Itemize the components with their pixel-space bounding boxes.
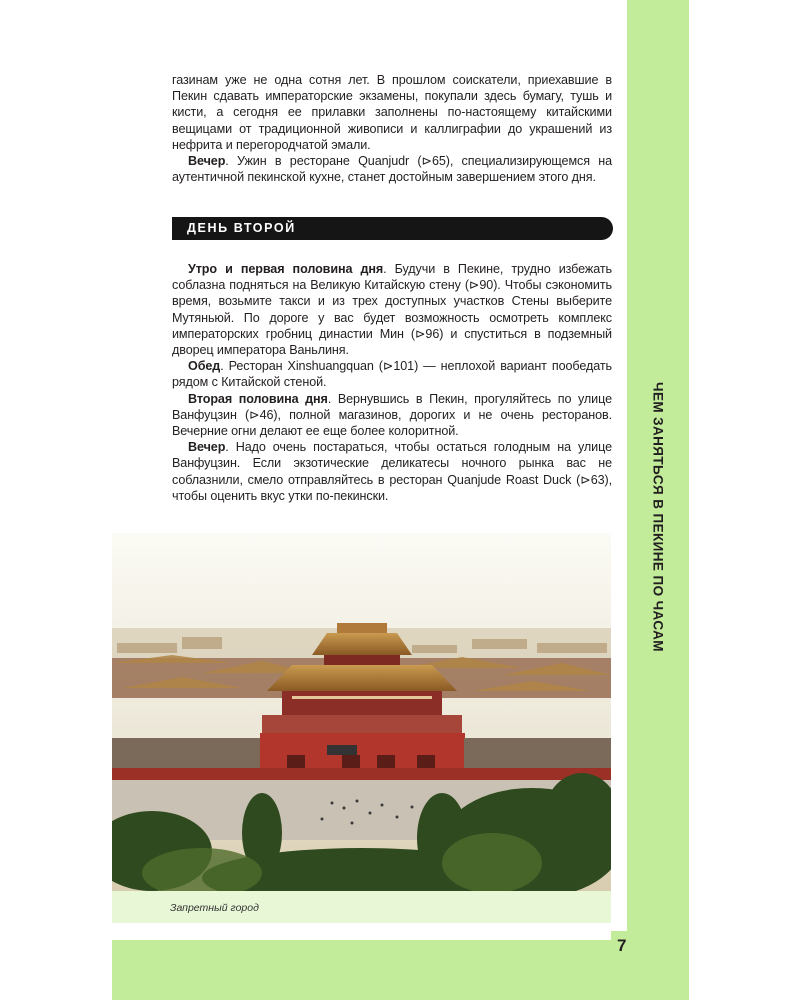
day-two-text-block bbox=[172, 261, 612, 504]
intro-paragraph: газинам уже не одна сотня лет. В прошлом соискатели, приехавшие в Пекин сдавать императорские экзамены, покупали здесь бумагу, тушь и кисти, а сегодня ее прилавки заполнены по-настоящему китайскими вещицами от традиционной живописи и каллиграфии до украшений из нефрита и перегородчатой эмали. bbox=[172, 73, 612, 152]
forbidden-city-photo bbox=[112, 533, 611, 891]
evening-label: Вечер bbox=[188, 154, 226, 169]
lunch-paragraph bbox=[172, 358, 612, 390]
side-tab-label: ЧЕМ ЗАНЯТЬСЯ В ПЕКИНЕ ПО ЧАСАМ bbox=[650, 382, 666, 652]
section-banner bbox=[172, 217, 613, 240]
bottom-green-band bbox=[112, 940, 611, 1000]
lunch-label: Обед bbox=[188, 359, 221, 374]
evening2-label: Вечер bbox=[188, 440, 226, 455]
evening-paragraph bbox=[172, 439, 612, 504]
evening-text: . Ужин в ресторане Quanjudr (⊳65), специализирующемся на аутентичной пекинской кухне, станет достойным завершением этого дня. bbox=[172, 154, 612, 185]
lunch-text: . Ресторан Xinshuangquan (⊳101) — неплохой вариант пообедать рядом с Китайской стеной. bbox=[172, 359, 612, 390]
intro-evening-paragraph bbox=[172, 153, 612, 185]
page-number: 7 bbox=[617, 936, 627, 955]
photo-caption: Запретный город bbox=[170, 902, 259, 914]
morning-paragraph bbox=[172, 261, 612, 358]
afternoon-text: . Вернувшись в Пекин, прогуляйтесь по улице Ванфуцзин (⊳46), полной магазинов, дорогих и не очень ресторанов. Вечерние огни делают ее еще более колоритной. bbox=[172, 391, 612, 439]
evening2-text: . Надо очень постараться, чтобы остаться голодным на улице Ванфуцзин. Если экзотические деликатесы ночного рынка вас не соблазнили, смело отправляйтесь в ресторан Quanjude Roast Duck (⊳63), чтобы оценить вкус утки по-пекински. bbox=[172, 440, 612, 503]
afternoon-paragraph bbox=[172, 391, 612, 440]
morning-text: . Будучи в Пекине, трудно избежать соблазна подняться на Великую Китайскую стену (⊳90). Чтобы сэкономить время, возьмите такси и из трех доступных участков Стены выберите Мутяньюй. По дороге у вас будет возможность осмотреть комплекс императорских гробниц династии Мин (⊳96) и спуститься в подземный дворец императора Ваньлиня. bbox=[172, 262, 612, 358]
section-title: ДЕНЬ ВТОРОЙ bbox=[187, 221, 296, 235]
morning-label: Утро и первая половина дня bbox=[188, 262, 384, 276]
intro-text-block bbox=[172, 72, 612, 185]
afternoon-label: Вторая половина дня bbox=[188, 391, 328, 406]
